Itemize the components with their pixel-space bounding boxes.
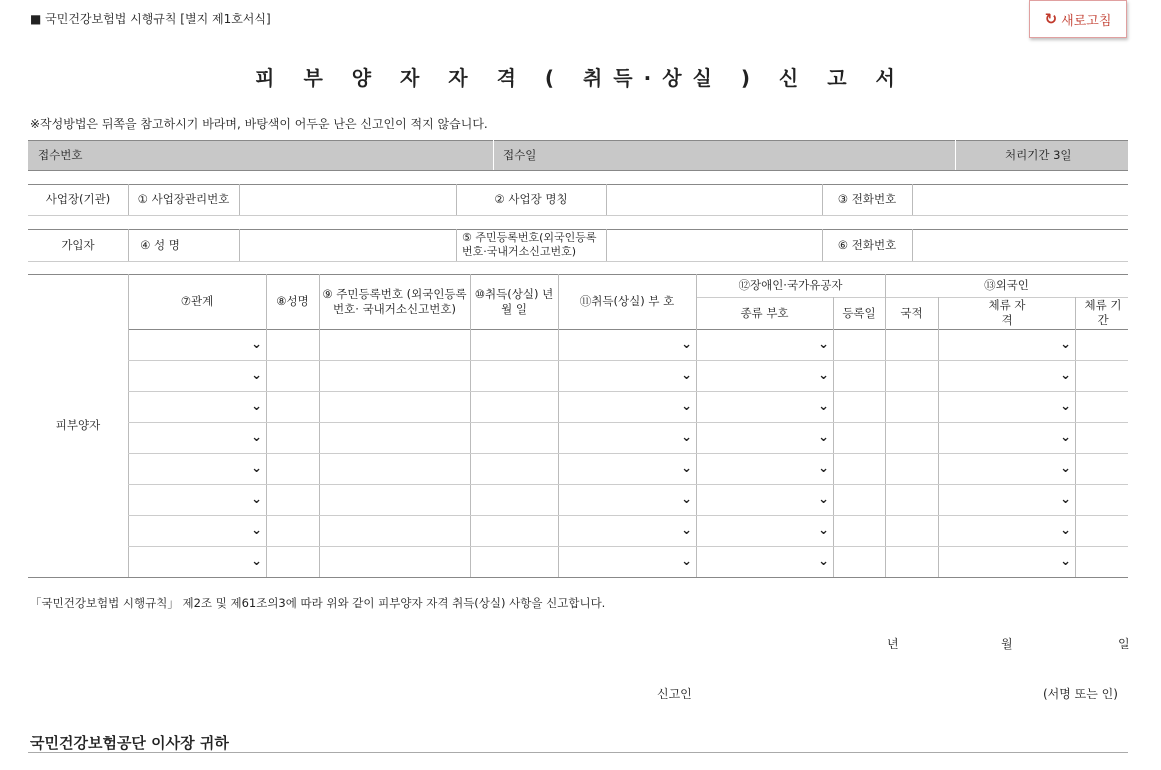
signer-label: 신고인 bbox=[657, 687, 692, 701]
chevron-down-icon: ⌄ bbox=[818, 336, 829, 352]
field-name[interactable] bbox=[267, 454, 318, 483]
field-disabled-reg-date[interactable] bbox=[834, 361, 884, 390]
chevron-down-icon: ⌄ bbox=[251, 367, 262, 383]
field-disabled-reg-date[interactable] bbox=[834, 547, 884, 576]
chevron-down-icon: ⌄ bbox=[681, 367, 692, 383]
select-disabled-type[interactable] bbox=[696, 485, 833, 513]
refresh-button[interactable] bbox=[1029, 0, 1127, 38]
chevron-down-icon: ⌄ bbox=[1060, 522, 1071, 538]
subscriber-name-field[interactable] bbox=[240, 230, 455, 260]
field-name[interactable] bbox=[267, 361, 318, 390]
field-disabled-reg-date[interactable] bbox=[834, 454, 884, 483]
col-nationality: 국적 bbox=[900, 305, 923, 320]
select-relation[interactable] bbox=[128, 330, 266, 358]
subscriber-label: 가입자 bbox=[61, 237, 95, 252]
receipt-date-label: 접수일 bbox=[503, 147, 537, 162]
chevron-down-icon: ⌄ bbox=[251, 491, 262, 507]
select-disabled-type[interactable] bbox=[696, 392, 833, 420]
receipt-number-label: 접수번호 bbox=[38, 147, 83, 162]
select-disabled-type[interactable] bbox=[696, 516, 833, 544]
field-rrn[interactable] bbox=[320, 454, 469, 483]
col-stay-status: 체류 자격 bbox=[988, 298, 1026, 327]
col-relation: ⑦관계 bbox=[180, 294, 214, 308]
select-acquire-code[interactable] bbox=[558, 330, 696, 358]
receipt-row bbox=[28, 140, 1128, 170]
select-disabled-type[interactable] bbox=[696, 454, 833, 482]
chevron-down-icon: ⌄ bbox=[251, 522, 262, 538]
field-rrn[interactable] bbox=[320, 392, 469, 421]
field-stay-period[interactable] bbox=[1076, 454, 1127, 483]
chevron-down-icon: ⌄ bbox=[681, 460, 692, 476]
field-stay-period[interactable] bbox=[1076, 516, 1127, 545]
field-acquire-date[interactable] bbox=[471, 361, 557, 390]
field-acquire-date[interactable] bbox=[471, 485, 557, 514]
chevron-down-icon: ⌄ bbox=[1060, 336, 1071, 352]
select-stay-status[interactable] bbox=[938, 516, 1075, 544]
field-acquire-date[interactable] bbox=[471, 423, 557, 452]
select-relation[interactable] bbox=[128, 423, 266, 451]
select-stay-status[interactable] bbox=[938, 330, 1075, 358]
col-acquire-date: ⑩취득(상실) 년 월 일 bbox=[474, 286, 554, 316]
date-month: 월 bbox=[1001, 637, 1013, 651]
field-rrn[interactable] bbox=[320, 516, 469, 545]
select-acquire-code[interactable] bbox=[558, 423, 696, 451]
refresh-icon: ↻ bbox=[1044, 10, 1058, 28]
form-reference: ■ 국민건강보험법 시행규칙 [별지 제1호서식] bbox=[30, 12, 271, 26]
chevron-down-icon: ⌄ bbox=[818, 398, 829, 414]
col-disabled-group: ⑫장애인·국가유공자 bbox=[738, 278, 843, 292]
field-nationality[interactable] bbox=[886, 361, 937, 390]
field-name[interactable] bbox=[267, 423, 318, 452]
field-name[interactable] bbox=[267, 547, 318, 576]
field-disabled-reg-date[interactable] bbox=[834, 392, 884, 421]
col-disabled-type: 종류 부호 bbox=[740, 305, 789, 320]
select-acquire-code[interactable] bbox=[558, 392, 696, 420]
field-name[interactable] bbox=[267, 516, 318, 545]
field-nationality[interactable] bbox=[886, 454, 937, 483]
chevron-down-icon: ⌄ bbox=[251, 553, 262, 569]
select-stay-status[interactable] bbox=[938, 392, 1075, 420]
field-rrn[interactable] bbox=[320, 485, 469, 514]
field-disabled-reg-date[interactable] bbox=[834, 485, 884, 514]
col-stay-period: 체류 기간 bbox=[1084, 298, 1122, 327]
select-acquire-code[interactable] bbox=[558, 485, 696, 513]
field-name[interactable] bbox=[267, 330, 318, 359]
field-disabled-reg-date[interactable] bbox=[834, 330, 884, 359]
sign-note: (서명 또는 인) bbox=[1043, 687, 1118, 701]
workplace-name-field[interactable] bbox=[607, 185, 821, 214]
field-nationality[interactable] bbox=[886, 330, 937, 359]
select-disabled-type[interactable] bbox=[696, 361, 833, 389]
col-rrn: ⑨ 주민등록번호 (외국인등록번호· 국내거소신고번호) bbox=[322, 286, 467, 316]
workplace-mgmt-no-label: ① 사업장관리번호 bbox=[137, 192, 230, 206]
field-acquire-date[interactable] bbox=[471, 547, 557, 576]
field-acquire-date[interactable] bbox=[471, 516, 557, 545]
select-acquire-code[interactable] bbox=[558, 454, 696, 482]
workplace-phone-field[interactable] bbox=[913, 185, 1127, 214]
field-stay-period[interactable] bbox=[1076, 392, 1127, 421]
chevron-down-icon: ⌄ bbox=[1060, 398, 1071, 414]
workplace-phone-label: ③ 전화번호 bbox=[837, 192, 897, 206]
select-relation[interactable] bbox=[128, 485, 266, 513]
col-foreign-group: ⑬외국인 bbox=[984, 278, 1029, 292]
chevron-down-icon: ⌄ bbox=[681, 398, 692, 414]
chevron-down-icon: ⌄ bbox=[818, 522, 829, 538]
subscriber-rrn-field[interactable] bbox=[607, 230, 821, 260]
field-rrn[interactable] bbox=[320, 330, 469, 359]
workplace-label: 사업장(기관) bbox=[45, 192, 111, 206]
col-name: ⑧성명 bbox=[276, 294, 309, 308]
chevron-down-icon: ⌄ bbox=[251, 429, 262, 445]
select-acquire-code[interactable] bbox=[558, 547, 696, 575]
chevron-down-icon: ⌄ bbox=[818, 367, 829, 383]
field-nationality[interactable] bbox=[886, 485, 937, 514]
select-acquire-code[interactable] bbox=[558, 361, 696, 389]
declaration-text: 「국민건강보험법 시행규칙」 제2조 및 제61조의3에 따라 위와 같이 피부양자 자격 취득(상실) 사항을 신고합니다. bbox=[30, 596, 606, 610]
col-disabled-reg-date: 등록일 bbox=[842, 305, 876, 320]
chevron-down-icon: ⌄ bbox=[681, 553, 692, 569]
select-stay-status[interactable] bbox=[938, 547, 1075, 575]
chevron-down-icon: ⌄ bbox=[1060, 429, 1071, 445]
field-disabled-reg-date[interactable] bbox=[834, 423, 884, 452]
chevron-down-icon: ⌄ bbox=[818, 553, 829, 569]
chevron-down-icon: ⌄ bbox=[251, 336, 262, 352]
chevron-down-icon: ⌄ bbox=[818, 460, 829, 476]
field-nationality[interactable] bbox=[886, 392, 937, 421]
chevron-down-icon: ⌄ bbox=[1060, 460, 1071, 476]
instruction-note: ※작성방법은 뒤쪽을 참고하시기 바라며, 바탕색이 어두운 난은 신고인이 적지 않습니다. bbox=[30, 117, 488, 131]
field-acquire-date[interactable] bbox=[471, 392, 557, 421]
field-nationality[interactable] bbox=[886, 516, 937, 545]
dependents-label: 피부양자 bbox=[55, 418, 101, 432]
field-rrn[interactable] bbox=[320, 423, 469, 452]
select-acquire-code[interactable] bbox=[558, 516, 696, 544]
addressee: 국민건강보험공단 이사장 귀하 bbox=[30, 734, 229, 752]
select-stay-status[interactable] bbox=[938, 423, 1075, 451]
select-disabled-type[interactable] bbox=[696, 423, 833, 451]
chevron-down-icon: ⌄ bbox=[681, 522, 692, 538]
field-acquire-date[interactable] bbox=[471, 330, 557, 359]
select-disabled-type[interactable] bbox=[696, 547, 833, 575]
select-stay-status[interactable] bbox=[938, 361, 1075, 389]
select-disabled-type[interactable] bbox=[696, 330, 833, 358]
field-stay-period[interactable] bbox=[1076, 485, 1127, 514]
processing-period: 처리기간 3일 bbox=[1005, 147, 1072, 162]
select-relation[interactable] bbox=[128, 454, 266, 482]
subscriber-phone-label: ⑥ 전화번호 bbox=[837, 237, 897, 252]
date-day: 일 bbox=[1118, 637, 1130, 651]
chevron-down-icon: ⌄ bbox=[818, 429, 829, 445]
select-relation[interactable] bbox=[128, 516, 266, 544]
select-relation[interactable] bbox=[128, 547, 266, 575]
chevron-down-icon: ⌄ bbox=[251, 398, 262, 414]
field-nationality[interactable] bbox=[886, 423, 937, 452]
field-stay-period[interactable] bbox=[1076, 423, 1127, 452]
field-acquire-date[interactable] bbox=[471, 454, 557, 483]
chevron-down-icon: ⌄ bbox=[1060, 367, 1071, 383]
page-title: 피 부 양 자 자 격 ( 취득·상실 ) 신 고 서 bbox=[255, 66, 906, 90]
select-relation[interactable] bbox=[128, 392, 266, 420]
field-rrn[interactable] bbox=[320, 361, 469, 390]
chevron-down-icon: ⌄ bbox=[1060, 553, 1071, 569]
chevron-down-icon: ⌄ bbox=[681, 491, 692, 507]
subscriber-phone-field[interactable] bbox=[913, 230, 1127, 260]
workplace-name-label: ② 사업장 명칭 bbox=[494, 192, 568, 206]
chevron-down-icon: ⌄ bbox=[1060, 491, 1071, 507]
refresh-label: 새로고침 bbox=[1061, 13, 1112, 29]
chevron-down-icon: ⌄ bbox=[251, 460, 262, 476]
date-year: 년 bbox=[887, 637, 899, 651]
col-acquire-code: ⑪취득(상실) 부 호 bbox=[579, 294, 675, 308]
field-disabled-reg-date[interactable] bbox=[834, 516, 884, 545]
field-name[interactable] bbox=[267, 485, 318, 514]
workplace-mgmt-no-field[interactable] bbox=[240, 185, 455, 214]
select-relation[interactable] bbox=[128, 361, 266, 389]
subscriber-rrn-label: ⑤ 주민등록번호(외국인등록번호·국내거소신고번호) bbox=[462, 231, 597, 258]
chevron-down-icon: ⌄ bbox=[681, 429, 692, 445]
field-nationality[interactable] bbox=[886, 547, 937, 576]
field-stay-period[interactable] bbox=[1076, 330, 1127, 359]
field-rrn[interactable] bbox=[320, 547, 469, 576]
field-name[interactable] bbox=[267, 392, 318, 421]
select-stay-status[interactable] bbox=[938, 485, 1075, 513]
select-stay-status[interactable] bbox=[938, 454, 1075, 482]
chevron-down-icon: ⌄ bbox=[818, 491, 829, 507]
field-stay-period[interactable] bbox=[1076, 361, 1127, 390]
subscriber-name-label: ④ 성 명 bbox=[140, 237, 180, 252]
field-stay-period[interactable] bbox=[1076, 547, 1127, 576]
chevron-down-icon: ⌄ bbox=[681, 336, 692, 352]
